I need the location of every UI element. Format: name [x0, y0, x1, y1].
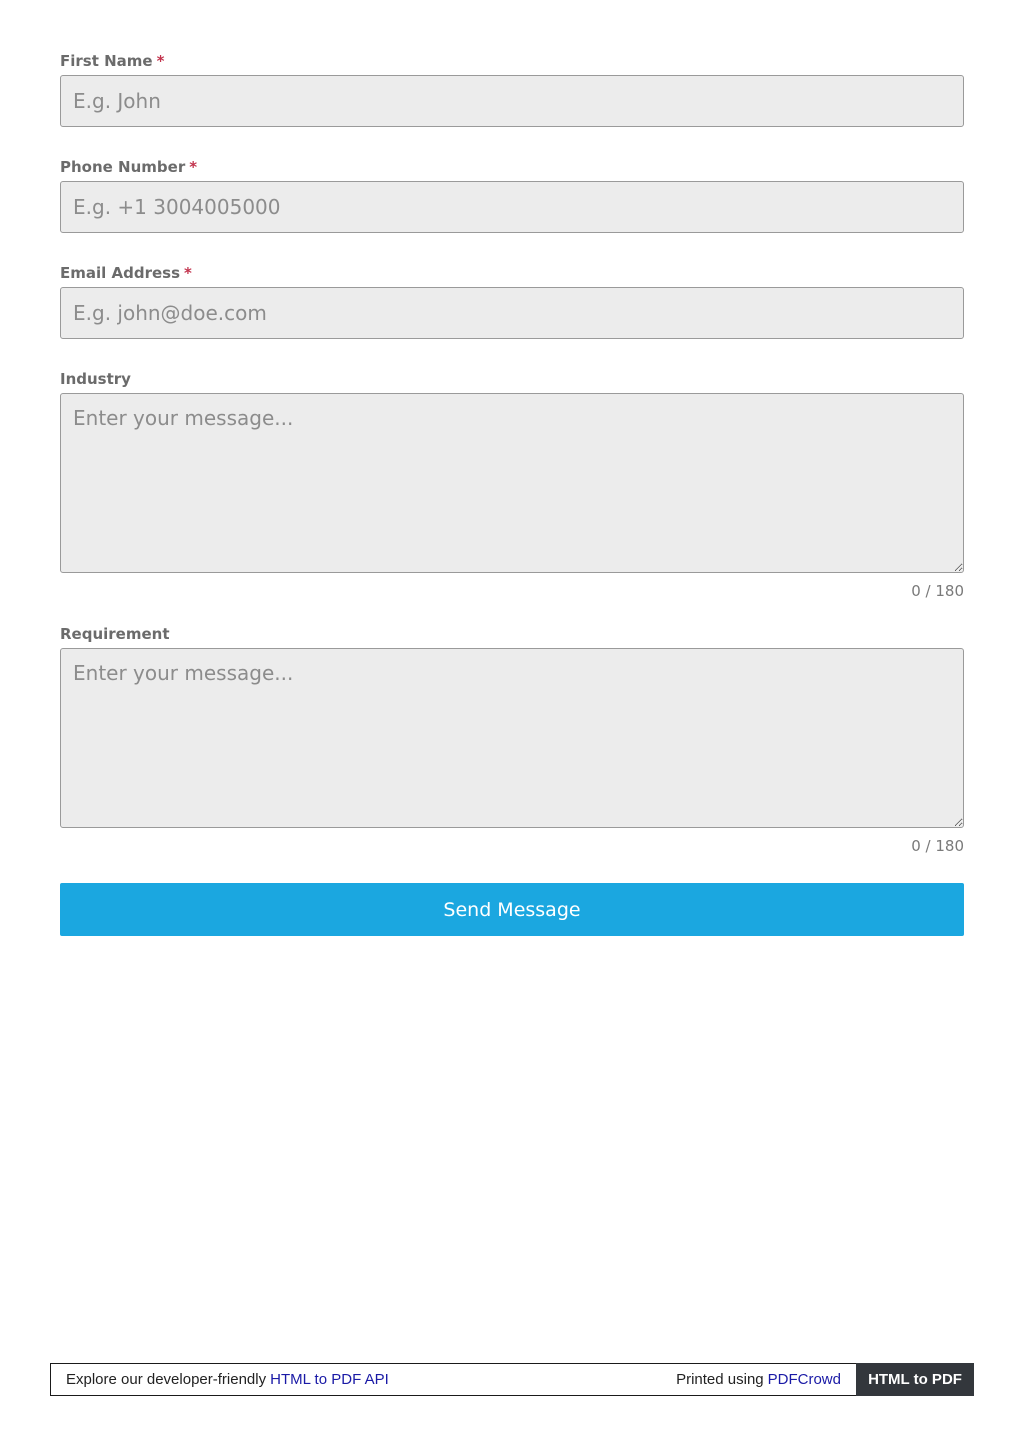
requirement-char-counter: 0 / 180 — [911, 837, 964, 855]
required-marker: * — [189, 158, 198, 176]
pdfcrowd-footer-banner — [50, 1363, 974, 1396]
pdfcrowd-link[interactable]: PDFCrowd — [767, 1371, 841, 1388]
contact-form — [60, 50, 964, 936]
industry-char-counter: 0 / 180 — [911, 582, 964, 600]
first-name-input[interactable] — [60, 75, 964, 127]
footer-right — [676, 1364, 856, 1395]
required-marker: * — [184, 264, 192, 282]
first-name-group — [60, 50, 964, 127]
footer-left — [51, 1364, 676, 1395]
industry-label: Industry — [60, 370, 131, 388]
send-message-button[interactable]: Send Message — [60, 883, 964, 936]
email-address-group — [60, 262, 964, 339]
industry-group — [60, 368, 964, 601]
html-to-pdf-api-link[interactable]: HTML to PDF API — [270, 1371, 389, 1388]
requirement-group — [60, 623, 964, 856]
requirement-textarea[interactable] — [60, 648, 964, 828]
phone-number-group — [60, 156, 964, 233]
phone-number-input[interactable] — [60, 181, 964, 233]
required-marker: * — [156, 52, 165, 70]
phone-number-label-text: Phone Number — [60, 158, 186, 176]
email-address-input[interactable] — [60, 287, 964, 339]
email-address-label-text: Email Address — [60, 264, 181, 282]
requirement-label: Requirement — [60, 625, 170, 643]
footer-left-text: Explore our developer-friendly — [66, 1371, 267, 1388]
first-name-label — [60, 50, 964, 72]
phone-number-label — [60, 156, 964, 178]
email-address-label — [60, 262, 964, 284]
industry-textarea[interactable] — [60, 393, 964, 573]
footer-right-text: Printed using — [676, 1371, 764, 1388]
first-name-label-text: First Name — [60, 52, 153, 70]
html-to-pdf-badge[interactable]: HTML to PDF — [856, 1363, 974, 1396]
